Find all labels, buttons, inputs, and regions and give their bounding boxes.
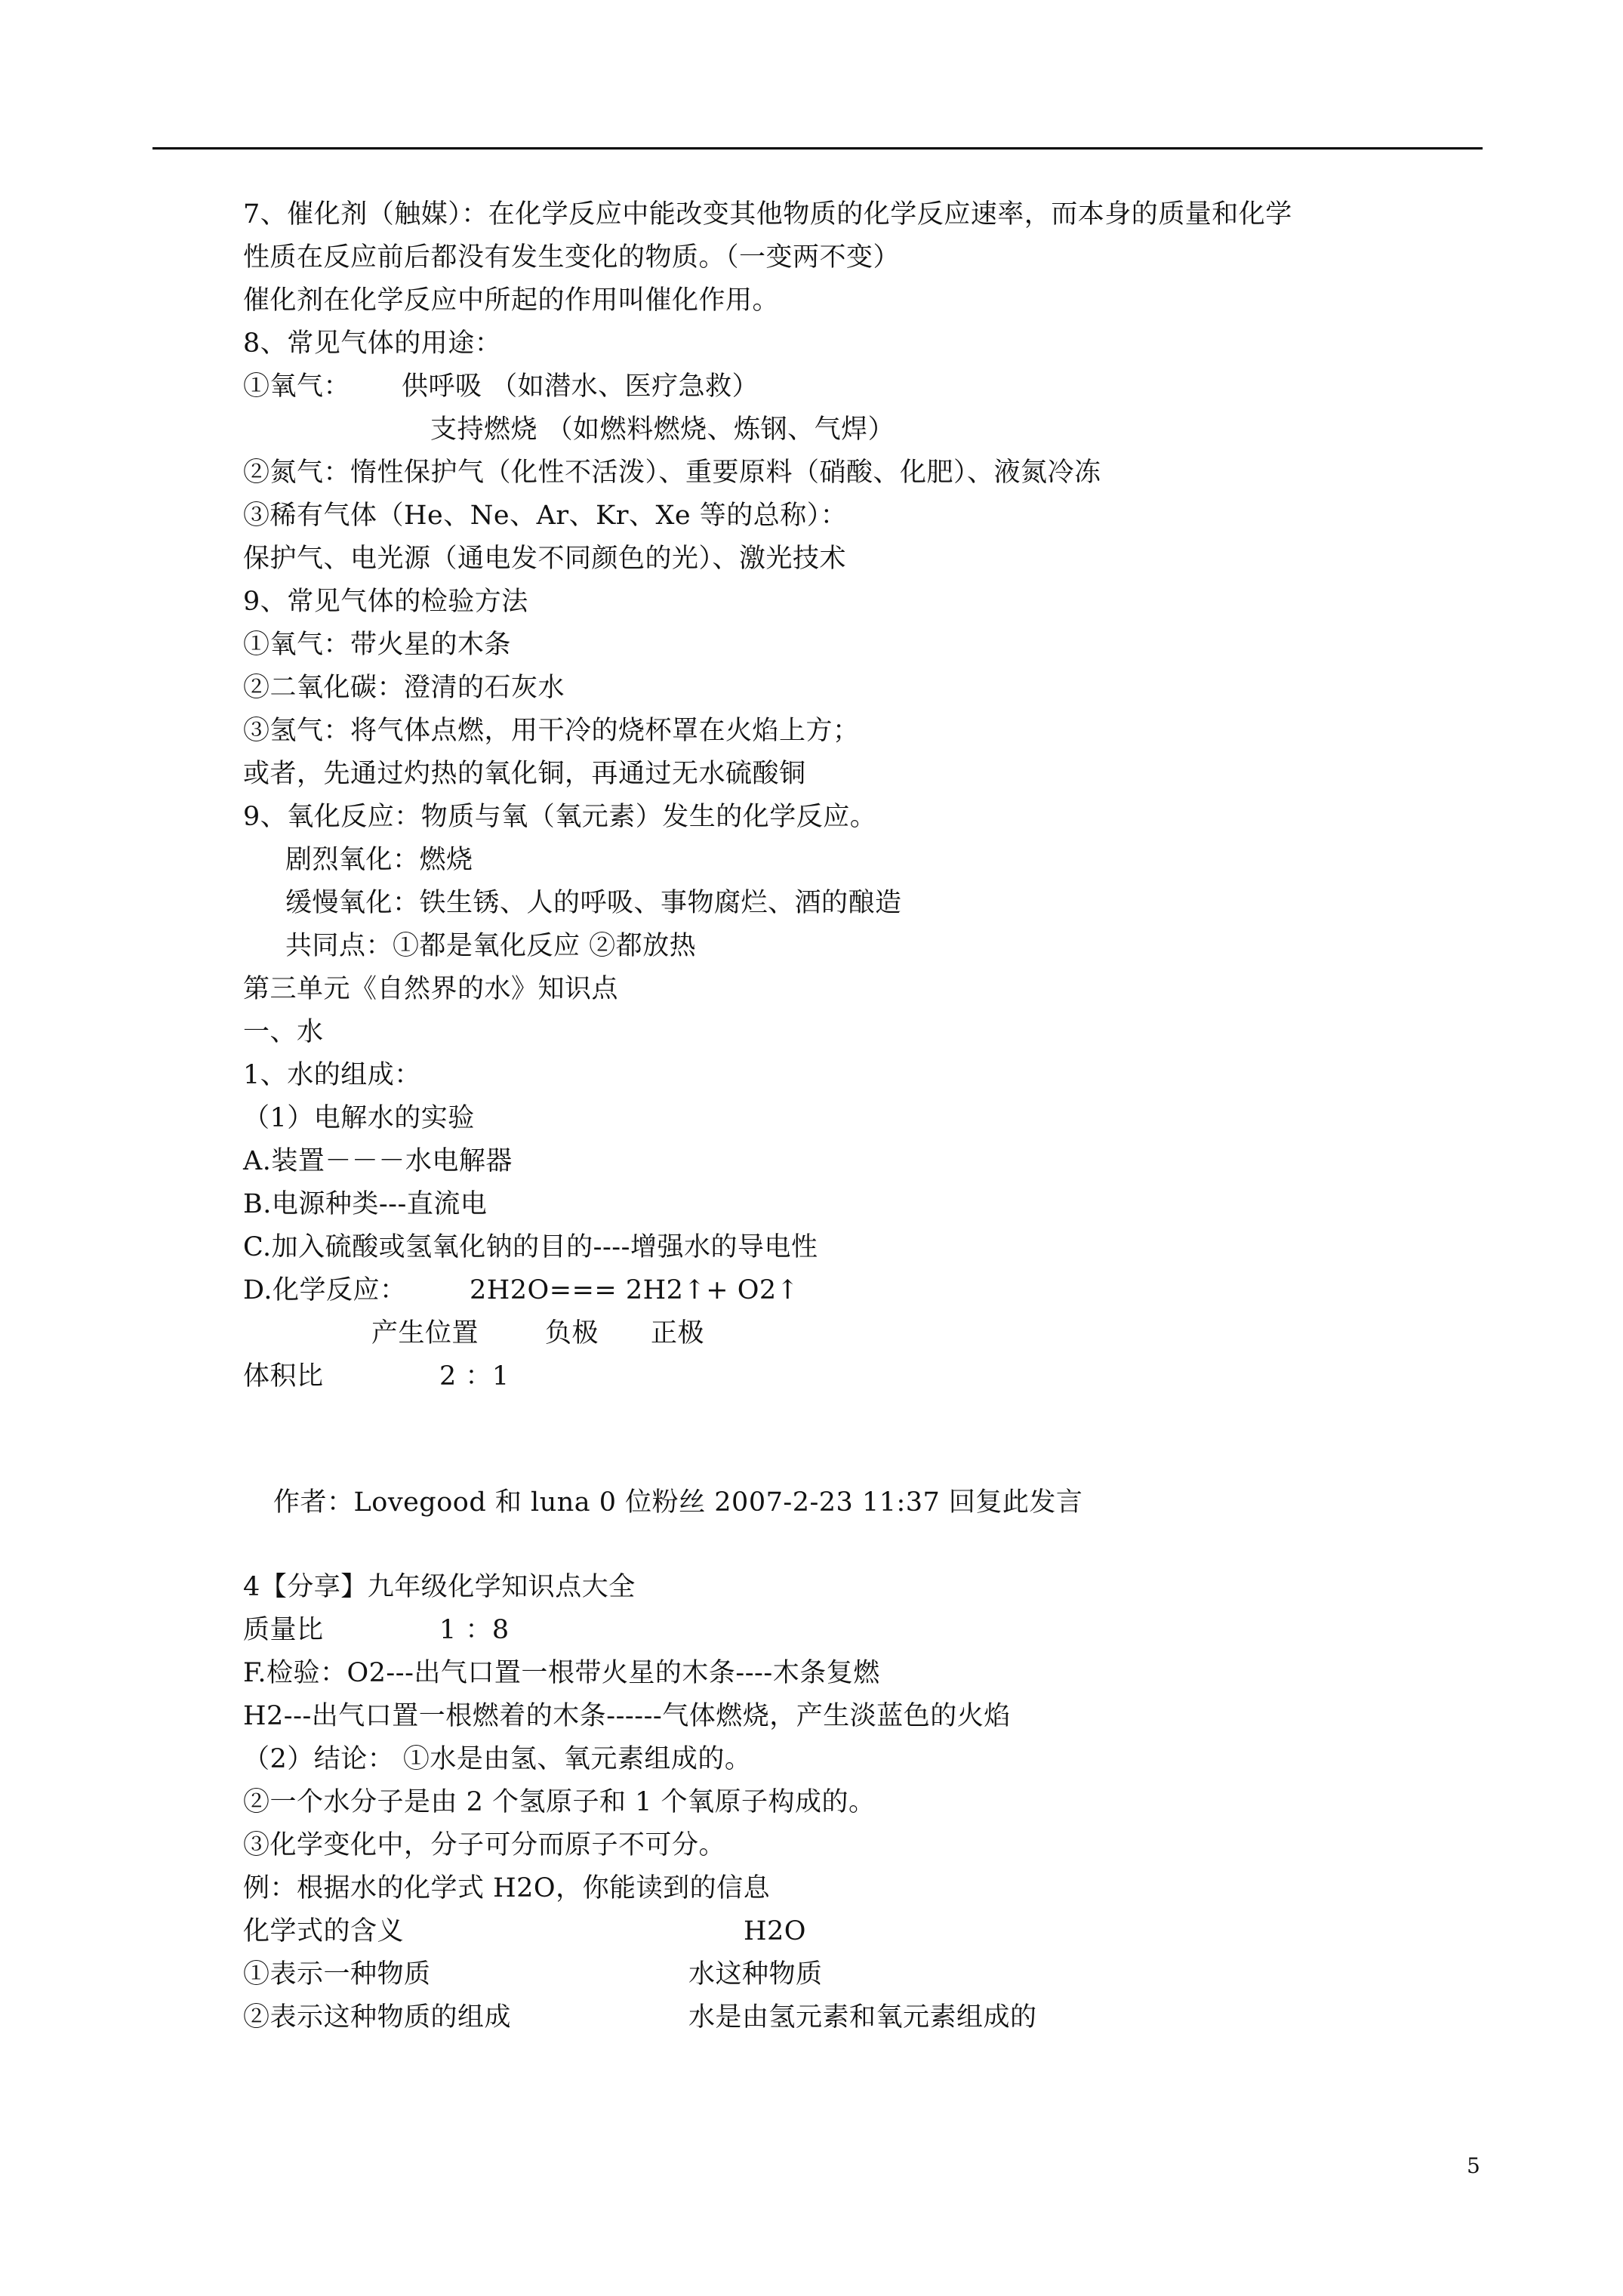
equation: 2H2O=== 2H2↑+ O2↑ xyxy=(470,1275,799,1305)
header-rule xyxy=(152,147,1483,149)
table-cell: ②表示这种物质的组成 xyxy=(243,2002,512,2032)
table-cell: ①表示一种物质 xyxy=(243,1959,431,1989)
table-cell: 2 ：1 xyxy=(439,1361,510,1391)
section-heading: 第三单元《自然界的水》知识点 xyxy=(243,974,619,1004)
text-line: 一、水 xyxy=(243,1017,324,1047)
text-line: （2）结论： ①水是由氢、氧元素组成的。 xyxy=(243,1744,752,1774)
text-line: ③化学变化中，分子可分而原子不可分。 xyxy=(243,1830,726,1860)
table-cell: 水是由氢元素和氧元素组成的 xyxy=(688,2002,1037,2032)
text-line: （1）电解水的实验 xyxy=(243,1103,475,1133)
page-number: 5 xyxy=(1467,2153,1480,2178)
text-line: 8、常见气体的用途： xyxy=(243,328,502,359)
text-line: 支持燃烧 （如燃料燃烧、炼钢、气焊） xyxy=(430,415,895,445)
text-line: H2---出气口置一根燃着的木条------气体燃烧，产生淡蓝色的火焰 xyxy=(243,1701,1011,1731)
text-line: A.装置－－－水电解器 xyxy=(243,1146,513,1176)
text-line: 1、水的组成： xyxy=(243,1060,421,1090)
text-line: 性质在反应前后都没有发生变化的物质。（一变两不变） xyxy=(243,242,901,273)
text-line: 7、催化剂（触媒）：在化学反应中能改变其他物质的化学反应速率，而本身的质量和化学 xyxy=(243,199,1292,230)
text-line: 缓慢氧化：铁生锈、人的呼吸、事物腐烂、酒的酿造 xyxy=(285,888,902,918)
text-line: ①氧气： xyxy=(243,371,351,402)
text-line: F.检验：O2---出气口置一根带火星的木条----木条复燃 xyxy=(243,1658,880,1688)
text-line: 或者，先通过灼热的氧化铜，再通过无水硫酸铜 xyxy=(243,759,806,789)
text-line: ③稀有气体（He、Ne、Ar、Kr、Xe 等的总称）： xyxy=(243,501,848,531)
table-cell: 水这种物质 xyxy=(688,1959,823,1989)
table-cell: H2O xyxy=(744,1916,806,1946)
table-cell: 正极 xyxy=(651,1318,705,1348)
table-cell: 体积比 xyxy=(243,1361,324,1391)
text-line: ③氢气：将气体点燃，用干冷的烧杯罩在火焰上方； xyxy=(243,716,860,746)
text-line: 4【分享】九年级化学知识点大全 xyxy=(243,1572,636,1602)
table-cell: 负极 xyxy=(545,1318,599,1348)
text-line: 供呼吸 （如潜水、医疗急救） xyxy=(402,371,759,402)
text-line: ②氮气：惰性保护气（化性不活泼）、重要原料（硝酸、化肥）、液氮冷冻 xyxy=(243,458,1101,488)
text-line: C.加入硫酸或氢氧化钠的目的----增强水的导电性 xyxy=(243,1232,818,1262)
text-line: 保护气、电光源（通电发不同颜色的光）、激光技术 xyxy=(243,544,847,574)
table-cell: 化学式的含义 xyxy=(243,1916,405,1946)
text-line: D.化学反应： xyxy=(243,1275,407,1305)
table-cell: 质量比 xyxy=(243,1615,324,1645)
text-line: ①氧气：带火星的木条 xyxy=(243,630,512,660)
text-line: 9、常见气体的检验方法 xyxy=(243,587,528,617)
text-line: 共同点：①都是氧化反应 ②都放热 xyxy=(285,931,697,961)
text-line: ②一个水分子是由 2 个氢原子和 1 个氧原子构成的。 xyxy=(243,1787,876,1817)
text-line: 例：根据水的化学式 H2O，你能读到的信息 xyxy=(243,1873,771,1903)
text-line: ②二氧化碳：澄清的石灰水 xyxy=(243,673,565,703)
table-cell: 产生位置 xyxy=(371,1318,479,1348)
text-line: B.电源种类---直流电 xyxy=(243,1189,488,1219)
forum-footer-line: 作者：Lovegood 和 luna 0 位粉丝 2007-2-23 11:37 回复此发言 xyxy=(273,1487,1083,1518)
text-line: 9、氧化反应：物质与氧（氧元素）发生的化学反应。 xyxy=(243,802,877,832)
text-line: 催化剂在化学反应中所起的作用叫催化作用。 xyxy=(243,285,780,316)
text-line: 剧烈氧化：燃烧 xyxy=(285,845,473,875)
table-cell: 1 ：8 xyxy=(439,1615,510,1645)
